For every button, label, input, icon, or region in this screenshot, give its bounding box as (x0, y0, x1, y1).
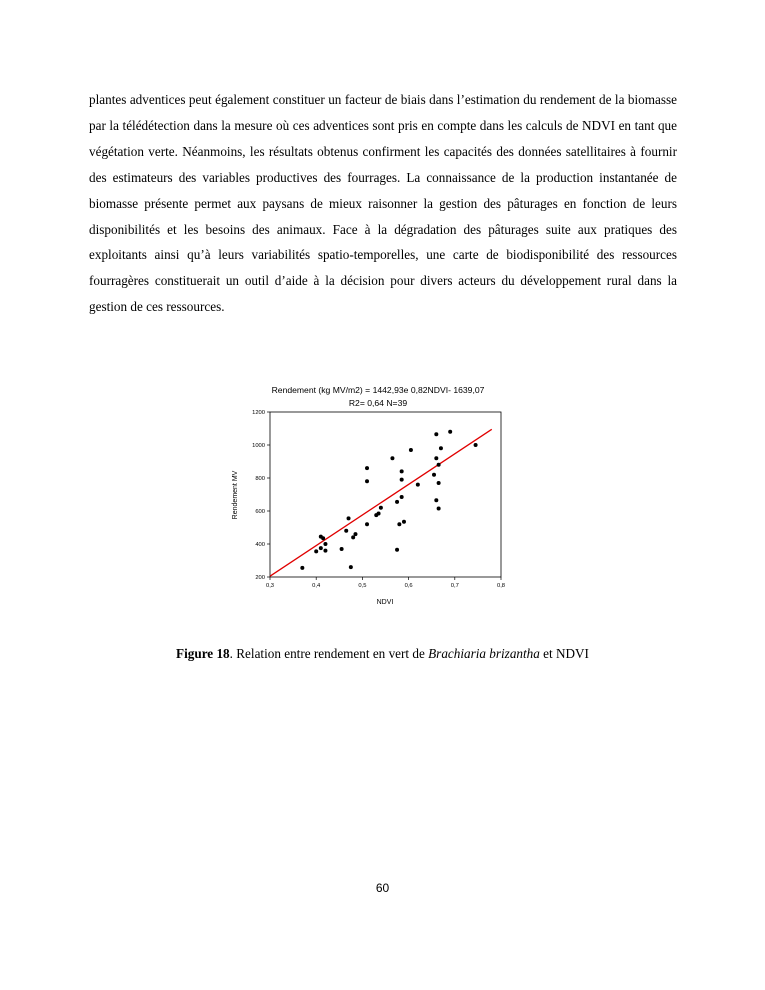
data-points (300, 430, 477, 570)
data-point (409, 448, 413, 452)
scatter-chart (225, 378, 515, 610)
data-point (347, 516, 351, 520)
x-tick-label: 0,3 (265, 583, 275, 589)
caption-label: Figure 18 (176, 646, 230, 661)
chart-subtitle: R2= 0,64 N=39 (348, 398, 408, 408)
data-point (400, 469, 404, 473)
data-point (319, 546, 323, 550)
data-point (397, 522, 401, 526)
figure-18 (225, 378, 515, 610)
data-point (323, 542, 327, 546)
data-point (379, 506, 383, 510)
data-point (439, 446, 443, 450)
data-point (448, 430, 452, 434)
data-point (437, 507, 441, 511)
y-axis (252, 410, 270, 581)
x-tick-label: 0,4 (312, 583, 321, 589)
chart-title: Rendement (kg MV/m2) = 1442,93e 0,82NDVI- 1639,07 (271, 385, 485, 395)
y-tick-label: 400 (255, 542, 265, 549)
y-tick-label: 800 (255, 476, 265, 483)
y-axis-label: Rendement MV (232, 470, 239, 520)
caption-text-before: . Relation entre rendement en vert de (229, 646, 429, 661)
data-point (300, 566, 304, 570)
data-point (400, 495, 404, 499)
page-number: 60 (375, 881, 390, 895)
data-point (323, 549, 327, 553)
data-point (416, 483, 420, 487)
data-point (395, 548, 399, 552)
data-point (377, 511, 381, 515)
data-point (314, 549, 318, 553)
data-point (390, 456, 394, 460)
data-point (395, 500, 399, 504)
data-point (344, 529, 348, 533)
x-tick-label: 0,6 (404, 583, 413, 589)
regression-line (270, 429, 492, 576)
data-point (353, 532, 357, 536)
data-point (365, 522, 369, 526)
x-axis (266, 577, 505, 589)
data-point (340, 547, 344, 551)
data-point (434, 456, 438, 460)
data-point (321, 536, 325, 540)
data-point (351, 535, 355, 539)
data-point (437, 481, 441, 485)
y-tick-label: 600 (255, 509, 265, 516)
caption-text-after: et NDVI (539, 646, 589, 661)
data-point (434, 432, 438, 436)
data-point (400, 478, 404, 482)
data-point (432, 473, 436, 477)
plot-frame (270, 412, 501, 577)
y-tick-label: 1000 (252, 443, 265, 450)
data-point (402, 520, 406, 524)
regression-line-group (270, 429, 492, 576)
figure-caption (0, 646, 765, 662)
data-point (474, 443, 478, 447)
x-tick-label: 0,7 (450, 583, 459, 589)
y-tick-label: 1200 (252, 410, 265, 417)
x-axis-label: NDVI (376, 599, 394, 606)
body-paragraph: plantes adventices peut également constituer un facteur de biais dans l’estimation du rendement de la biomasse par la télédétection dans la mesure où ces adventices sont pris en compte dans les calculs de NDVI en tant que végétation verte. Néanmoins, les résultats obtenus confirment les capacités des données satellitaires à fournir des estimateurs des variables productives des fourrages. La connaissance de la production instantanée de biomasse présente permet aux paysans de mieux raisonner la gestion des pâturages en fonction de leurs disponibilités et les besoins des animaux. Face à la dégradation des pâturages suite aux pratiques des exploitants ainsi qu’à leurs variabilités spatio-temporelles, une carte de biodisponibilité des ressources fourragères constituerait un outil d’aide à la décision pour divers acteurs du développement rural dans la gestion de ces ressources. (89, 92, 677, 315)
x-tick-label: 0,8 (496, 583, 506, 589)
data-point (349, 565, 353, 569)
data-point (365, 466, 369, 470)
data-point (437, 463, 441, 467)
y-tick-label: 200 (255, 575, 265, 582)
data-point (365, 479, 369, 483)
data-point (434, 498, 438, 502)
x-tick-label: 0,5 (358, 583, 367, 589)
caption-species: Brachiaria brizantha (428, 646, 540, 661)
